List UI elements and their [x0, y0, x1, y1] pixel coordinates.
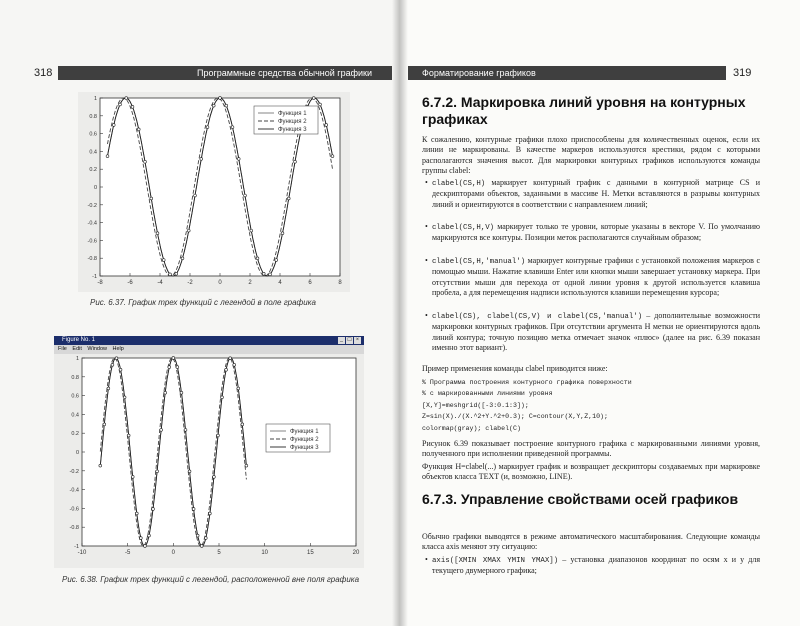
data-marker — [237, 387, 240, 390]
legend-entry: Функция 2 — [290, 437, 319, 443]
intro-paragraph: К сожалению, контурные графики плохо приспособлены для количественных оценок, если их линии не маркированы. В качестве маркеров используются крестики, рядом с которыми располагаются значения высот. Для маркировки контурных графиков используются команды группы clabel: — [422, 135, 760, 176]
data-marker — [231, 126, 234, 129]
bullet-icon: • — [425, 178, 428, 187]
bullet-text: маркирует контурный график с данными в контурной матрице CS и дескрипторами объектов, заданными в массиве H. Метки вставляются в разрывы контурных линий и ориентируются в соответствии с направлением линий; — [432, 178, 761, 209]
figure-6-37-caption: Рис. 6.37. График трех функций с легендой в поле графика — [90, 298, 316, 307]
menu-edit[interactable]: Edit — [72, 346, 82, 352]
bullet-axis-limits — [432, 555, 760, 577]
data-marker — [319, 103, 322, 106]
data-marker — [213, 475, 216, 478]
paragraph-figure-6-39: Рисунок 6.39 показывает построение контурного графика с маркированными линиями уровня, полученного при исполнении приведенной программы. — [422, 439, 760, 459]
y-tick-label: -1 — [92, 274, 97, 280]
bullet-icon: • — [425, 222, 428, 231]
minimize-icon[interactable]: _ — [340, 337, 343, 343]
figure-6-38-caption: Рис. 6.38. График трех функций с легендой, расположенной вне поля графика — [62, 575, 360, 584]
legend-entry: Функция 3 — [278, 127, 307, 133]
bullet-text: маркирует контурные графики с установкой положения маркеров с помощью мыши. Нажатие клавиши Enter или кнопки мыши завершает установку маркера. При отсутствии мыши для перехода от одной линии уровня к другой используется клавиша пробела, а для перемещения надписи используются клавиши перемещения курсора; — [432, 256, 760, 298]
data-marker — [156, 232, 159, 235]
data-marker — [119, 103, 122, 106]
x-tick-label: -4 — [157, 280, 163, 286]
x-tick-label: 0 — [171, 550, 176, 556]
data-marker — [237, 158, 240, 161]
y-tick-label: 0.8 — [71, 374, 79, 381]
bullet-text: – дополнительные возможности маркировки контурных графиков. При отсутствии аргумента H метки не ориентируются вдоль линий контура; точную позицию метка отмечает значок «плюс» (далее на рис. 6.39 показан именно этот вариант). — [432, 311, 761, 353]
bullet-clabel-cs-h-v — [432, 222, 760, 244]
x-tick-label: -2 — [187, 280, 193, 286]
data-marker — [99, 464, 102, 467]
data-marker — [275, 259, 278, 262]
data-marker — [152, 508, 155, 511]
data-marker — [115, 357, 118, 360]
bullet-clabel-variants — [432, 311, 760, 354]
running-head-left-text: Программные средства обычной графики — [197, 68, 372, 78]
y-tick-label: -0.6 — [69, 506, 79, 513]
figure-window-titlebar — [54, 336, 364, 345]
figure-window-menubar — [54, 345, 364, 354]
data-marker — [204, 537, 207, 540]
data-marker — [196, 534, 199, 537]
y-tick-label: -1 — [74, 544, 79, 550]
data-marker — [225, 368, 228, 371]
y-tick-label: -0.6 — [87, 238, 97, 245]
data-marker — [200, 158, 203, 161]
y-tick-label: 1 — [93, 96, 97, 102]
bullet-icon: • — [425, 311, 428, 320]
data-marker — [281, 232, 284, 235]
data-marker — [123, 396, 126, 399]
data-marker — [139, 537, 142, 540]
data-marker — [212, 104, 215, 107]
data-marker — [119, 368, 122, 371]
bullet-code: clabel(CS,H,'manual') — [432, 258, 526, 266]
running-head-left — [58, 66, 392, 80]
x-tick-label: -5 — [124, 550, 131, 556]
code-line: Z=sin(X)./(X.^2+Y.^2+0.3); C=contour(X,Y,Z,10); — [422, 413, 608, 420]
data-marker — [331, 155, 334, 158]
code-line: colormap(gray); clabel(C) — [422, 425, 521, 432]
figure-6-38-plot — [54, 354, 364, 568]
data-marker — [156, 470, 159, 473]
data-marker — [188, 470, 191, 473]
section-6-7-3-intro: Обычно графики выводятся в режиме автоматического масштабирования. Следующие команды класса axis меняют эту ситуацию: — [422, 532, 760, 552]
data-marker — [287, 197, 290, 200]
x-tick-label: 10 — [261, 550, 269, 556]
data-marker — [312, 97, 315, 100]
x-tick-label: 2 — [248, 280, 252, 286]
x-tick-label: 15 — [306, 550, 314, 556]
data-marker — [131, 105, 134, 108]
data-marker — [148, 534, 151, 537]
data-marker — [233, 363, 236, 366]
data-marker — [135, 512, 138, 515]
code-line: % Программа построения контурного графика поверхности — [422, 379, 632, 386]
x-tick-label: -10 — [77, 550, 87, 556]
data-marker — [194, 194, 197, 197]
data-marker — [245, 464, 248, 467]
data-marker — [217, 434, 220, 437]
data-marker — [162, 259, 165, 262]
y-tick-label: -0.8 — [69, 525, 79, 532]
data-marker — [219, 97, 222, 100]
bullet-clabel-cs-h — [432, 178, 760, 210]
bullet-clabel-manual — [432, 256, 760, 299]
page-number-right: 319 — [733, 67, 752, 79]
data-marker — [164, 391, 167, 394]
figure-window-title: Figure No. 1 — [62, 337, 96, 343]
data-marker — [176, 366, 179, 369]
x-tick-label: 5 — [217, 550, 221, 556]
y-tick-label: -0.4 — [69, 487, 79, 494]
data-marker — [294, 160, 297, 163]
x-tick-label: 6 — [308, 280, 312, 286]
y-tick-label: 0.6 — [89, 131, 97, 138]
data-marker — [131, 475, 134, 478]
y-tick-label: 1 — [75, 356, 79, 362]
data-marker — [184, 428, 187, 431]
bullet-code: clabel(CS,H) — [432, 180, 486, 188]
data-marker — [229, 357, 232, 360]
data-marker — [225, 104, 228, 107]
y-tick-label: 0.4 — [89, 149, 97, 156]
bullet-text: маркирует только те уровни, которые указаны в векторе V. По умолчанию маркируются все контуры. Позиции меток располагаются случайным образом; — [432, 222, 761, 243]
section-6-7-3-title: 6.7.3. Управление свойствами осей графиков — [422, 491, 739, 507]
menu-help[interactable]: Help — [112, 346, 124, 352]
maximize-icon[interactable]: □ — [347, 337, 352, 343]
data-marker — [206, 126, 209, 129]
data-marker — [175, 272, 178, 275]
x-tick-label: -8 — [97, 280, 103, 286]
example-intro: Пример применения команды clabel приводится ниже: — [422, 364, 608, 373]
data-marker — [106, 155, 109, 158]
data-marker — [250, 229, 253, 232]
data-marker — [103, 423, 106, 426]
data-marker — [160, 428, 163, 431]
y-tick-label: -0.8 — [87, 256, 97, 263]
section-6-7-2-title: 6.7.2. Маркировка линий уровня на контурных графиках — [422, 94, 746, 127]
x-tick-label: 4 — [278, 280, 282, 286]
data-marker — [241, 423, 244, 426]
x-tick-label: -6 — [127, 280, 133, 286]
bullet-code: axis([XMIN XMAX YMIN YMAX]) — [432, 557, 559, 565]
data-marker — [269, 273, 272, 276]
data-marker — [168, 366, 171, 369]
data-marker — [137, 128, 140, 131]
data-marker — [172, 357, 175, 360]
x-tick-label: 8 — [338, 280, 342, 286]
bullet-code: clabel(CS,H,V) — [432, 224, 495, 232]
data-marker — [325, 124, 328, 127]
book-gutter — [392, 0, 408, 626]
y-tick-label: 0 — [75, 450, 79, 456]
close-icon[interactable]: × — [355, 337, 360, 343]
data-marker — [262, 272, 265, 275]
data-marker — [111, 363, 114, 366]
data-marker — [169, 273, 172, 276]
data-marker — [127, 434, 130, 437]
data-marker — [187, 229, 190, 232]
code-line: [X,Y]=meshgrid([-3:0.1:3]); — [422, 402, 529, 409]
figure-6-37-plot — [78, 92, 350, 292]
x-tick-label: 0 — [218, 280, 222, 286]
page-number-left: 318 — [34, 67, 53, 79]
y-tick-label: 0.4 — [71, 412, 79, 419]
data-marker — [150, 197, 153, 200]
bullet-text: – установка диапазонов координат по осям x и y для текущего двумерного графика; — [432, 555, 761, 576]
y-tick-label: 0.8 — [89, 113, 97, 120]
legend-entry: Функция 1 — [278, 111, 307, 117]
bullet-icon: • — [425, 555, 428, 564]
data-marker — [208, 512, 211, 515]
y-tick-label: -0.2 — [87, 202, 97, 209]
data-marker — [244, 194, 247, 197]
legend-entry: Функция 2 — [278, 119, 307, 125]
y-tick-label: -0.2 — [69, 468, 79, 475]
x-tick-label: 20 — [352, 550, 360, 556]
y-tick-label: 0.2 — [89, 167, 97, 174]
menu-file[interactable]: File — [58, 346, 67, 352]
bullet-code: clabel(CS), clabel(CS,V) и clabel(CS,'manual') — [432, 313, 643, 321]
data-marker — [144, 545, 147, 548]
y-tick-label: 0 — [93, 185, 97, 191]
data-marker — [125, 97, 128, 100]
y-tick-label: 0.6 — [71, 393, 79, 400]
legend-entry: Функция 3 — [290, 445, 319, 451]
running-head-right-text: Форматирование графиков — [422, 68, 536, 78]
data-marker — [181, 257, 184, 260]
data-marker — [200, 545, 203, 548]
data-marker — [192, 508, 195, 511]
data-marker — [180, 391, 183, 394]
paragraph-clabel-function: Функция H=clabel(...) маркирует график и возвращает дескрипторы создаваемых при маркировке объектов класса TEXT (и, возможно, LINE). — [422, 462, 760, 482]
y-tick-label: -0.4 — [87, 220, 97, 227]
y-tick-label: 0.2 — [71, 431, 79, 438]
code-line: % с маркированными линиями уровня — [422, 390, 553, 397]
data-marker — [256, 257, 259, 260]
data-marker — [112, 124, 115, 127]
data-marker — [221, 396, 224, 399]
bullet-icon: • — [425, 256, 428, 265]
data-marker — [107, 387, 110, 390]
legend-entry: Функция 1 — [290, 429, 319, 435]
running-head-right — [408, 66, 726, 80]
menu-window[interactable]: Window — [87, 346, 107, 352]
data-marker — [144, 160, 147, 163]
window-controls — [337, 337, 361, 344]
